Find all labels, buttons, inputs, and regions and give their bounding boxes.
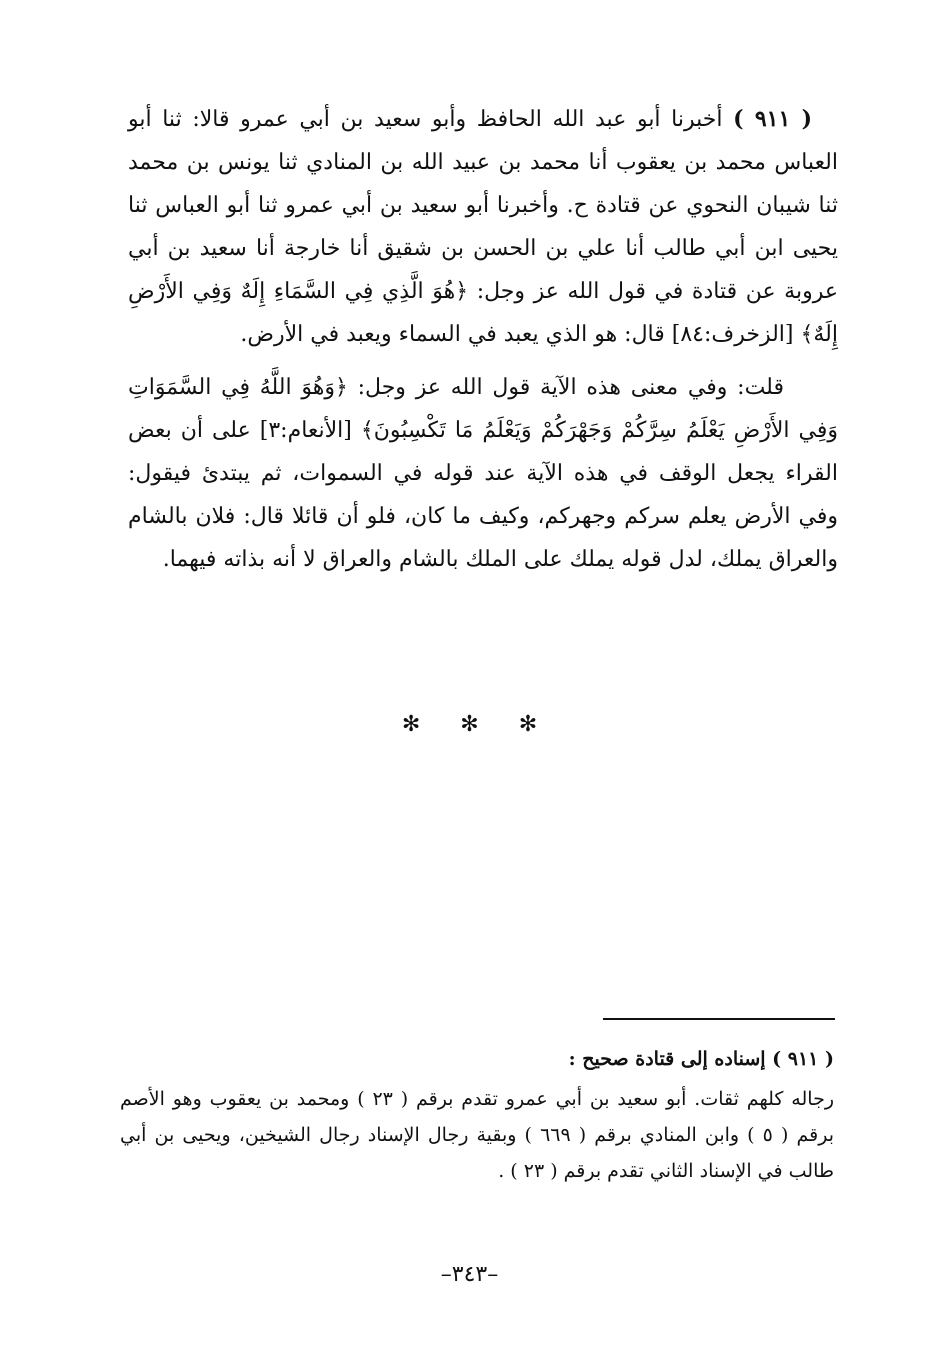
asterisk-ornament: ✻	[518, 712, 538, 737]
section-separator	[0, 712, 939, 737]
footnote-title: ( ٩١١ ) إسناده إلى قتادة صحيح :	[568, 1048, 834, 1070]
hadith-number: ( ٩١١ )	[733, 106, 812, 132]
footnote	[120, 1041, 834, 1189]
asterisk-ornament: ✻	[460, 712, 479, 737]
asterisk-ornament: ✻	[401, 712, 421, 737]
footnote-body: رجاله كلهم ثقات. أبو سعيد بن أبي عمرو تقدم برقم ( ٢٣ ) ومحمد بن يعقوب وهو الأصم برقم ( ٥ ) وابن المنادي برقم ( ٦٦٩ ) وبقية رجال الإسناد رجال الشيخين، ويحيى بن أبي طالب في الإسناد الثاني تقدم برقم ( ٢٣ ) .	[120, 1088, 834, 1182]
hadith-paragraph	[128, 98, 838, 356]
main-text	[128, 98, 838, 581]
footnote-divider	[603, 1018, 835, 1020]
commentary-paragraph: قلت: وفي معنى هذه الآية قول الله عز وجل: ﴿وَهُوَ اللَّهُ فِي السَّمَوَاتِ وَفِي الأَرْضِ يَعْلَمُ سِرَّكُمْ وَجَهْرَكُمْ وَيَعْلَمُ مَا تَكْسِبُونَ﴾ [الأنعام:٣] على أن بعض القراء يجعل الوقف في هذه الآية عند قوله في السموات، ثم يبتدئ فيقول: وفي الأرض يعلم سركم وجهركم، وكيف ما كان، فلو أن قائلا قال: فلان بالشام والعراق يملك، لدل قوله يملك على الملك بالشام والعراق لا أنه بذاته فيهما.	[128, 375, 838, 572]
page-number: –٣٤٣–	[440, 1262, 499, 1287]
hadith-text: أخبرنا أبو عبد الله الحافظ وأبو سعيد بن أبي عمرو قالا: ثنا أبو العباس محمد بن يعقوب أنا محمد بن عبيد الله بن المنادي ثنا يونس بن محمد ثنا شيبان النحوي عن قتادة ح. وأخبرنا أبو سعيد بن أبي عمرو ثنا أبو العباس ثنا يحيى ابن أبي طالب أنا علي بن الحسن بن شقيق أنا خارجة أنا سعيد بن أبي عروبة عن قتادة في قول الله عز وجل: ﴿هُوَ الَّذِي فِي السَّمَاءِ إِلَهٌ وَفِي الأَرْضِ إِلَهٌ﴾ [الزخرف:٨٤] قال: هو الذي يعبد في السماء ويعبد في الأرض.	[128, 107, 838, 347]
